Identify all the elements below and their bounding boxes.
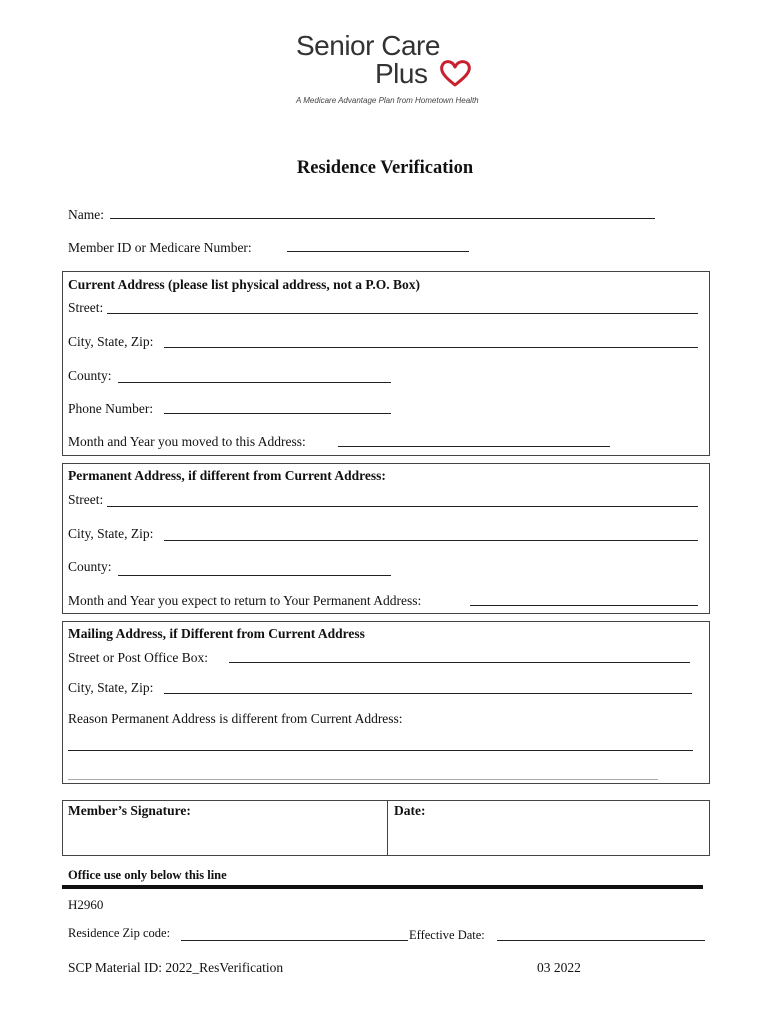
current-address-header: Current Address (please list physical address, not a P.O. Box) xyxy=(68,277,421,292)
permanent-city-field[interactable] xyxy=(164,540,698,541)
effective-date-field[interactable] xyxy=(497,940,705,941)
logo-line1: Senior Care xyxy=(296,30,440,61)
current-moved-label: Month and Year you moved to this Address: xyxy=(68,434,306,449)
current-county-label: County: xyxy=(68,368,112,383)
logo-tagline: A Medicare Advantage Plan from Hometown Health xyxy=(296,96,479,105)
residence-zip-field[interactable] xyxy=(181,940,408,941)
current-moved-field[interactable] xyxy=(338,446,610,447)
mailing-street-field[interactable] xyxy=(229,662,690,663)
logo-line2: Plus xyxy=(375,58,428,89)
permanent-address-section xyxy=(62,463,710,614)
current-county-field[interactable] xyxy=(118,382,391,383)
mailing-reason-label: Reason Permanent Address is different from Current Address: xyxy=(68,711,403,726)
mailing-address-section xyxy=(62,621,710,784)
current-city-field[interactable] xyxy=(164,347,698,348)
heart-icon xyxy=(438,58,472,88)
current-street-field[interactable] xyxy=(107,313,698,314)
permanent-return-field[interactable] xyxy=(470,605,698,606)
mailing-reason-field-2[interactable] xyxy=(68,779,658,780)
permanent-return-label: Month and Year you expect to return to Your Permanent Address: xyxy=(68,593,422,608)
permanent-city-label: City, State, Zip: xyxy=(68,526,154,541)
residence-zip-label: Residence Zip code: xyxy=(68,926,171,940)
mailing-reason-field-1[interactable] xyxy=(68,750,693,751)
office-divider xyxy=(62,885,703,889)
material-id: SCP Material ID: 2022_ResVerification xyxy=(68,960,284,975)
permanent-street-label: Street: xyxy=(68,492,104,507)
current-city-label: City, State, Zip: xyxy=(68,334,154,349)
plan-code: H2960 xyxy=(68,897,104,912)
page-title: Residence Verification xyxy=(296,158,474,178)
permanent-street-field[interactable] xyxy=(107,506,698,507)
current-street-label: Street: xyxy=(68,300,104,315)
office-use-header: Office use only below this line xyxy=(68,868,227,882)
mailing-street-label: Street or Post Office Box: xyxy=(68,650,208,665)
name-label: Name: xyxy=(68,207,104,222)
current-phone-field[interactable] xyxy=(164,413,391,414)
name-field[interactable] xyxy=(110,218,655,219)
date-label: Date: xyxy=(394,803,426,818)
member-id-field[interactable] xyxy=(287,251,469,252)
member-signature-label: Member’s Signature: xyxy=(68,803,191,818)
permanent-county-label: County: xyxy=(68,559,112,574)
current-phone-label: Phone Number: xyxy=(68,401,154,416)
permanent-address-header: Permanent Address, if different from Current Address: xyxy=(68,468,386,483)
mailing-city-field[interactable] xyxy=(164,693,692,694)
logo xyxy=(290,30,490,110)
member-id-label: Member ID or Medicare Number: xyxy=(68,240,252,255)
permanent-county-field[interactable] xyxy=(118,575,391,576)
mailing-address-header: Mailing Address, if Different from Current Address xyxy=(68,626,365,641)
mailing-city-label: City, State, Zip: xyxy=(68,680,154,695)
effective-date-label: Effective Date: xyxy=(409,928,485,942)
current-address-section xyxy=(62,271,710,456)
date-cell[interactable] xyxy=(387,800,710,856)
footer-date: 03 2022 xyxy=(537,960,581,975)
